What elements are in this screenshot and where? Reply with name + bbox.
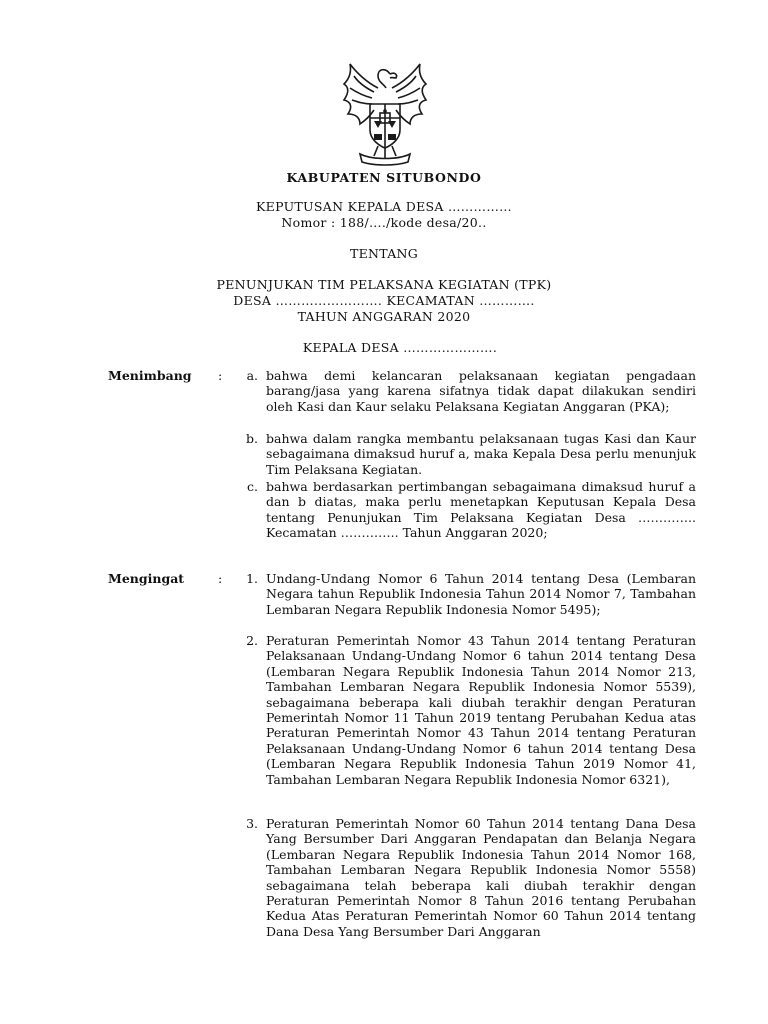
item-text: Peraturan Pemerintah Nomor 43 Tahun 2014 tentang Peraturan Pelaksanaan Undang-Undang Nomor 6 tahun 2014 tentang Desa (Lembaran Negara Republik Indonesia Tahun 2014 Nomor 213, Tambahan Lembaran Negara Republik Indonesia Nomor 5539), sebagaimana beberapa kali diubah terakhir dengan Peraturan Pemerintah Nomor 11 Tahun 2019 tentang Perubahan Kedua atas Peraturan Pemerintah Nomor 43 Tahun 2014 tentang Peraturan Pelaksanaan Undang-Undang Nomor 6 tahun 2014 tentang Desa (Lembaran Negara Republik Indonesia Tahun 2019 Nomor 41, Tambahan Lembaran Negara Republik Indonesia Nomor 6321),: [266, 633, 696, 787]
menimbang-colon: :: [218, 368, 223, 383]
decree-title: KEPUTUSAN KEPALA DESA ……………: [256, 199, 512, 214]
regency-title: KABUPATEN SITUBONDO: [286, 170, 482, 185]
item-text: Undang-Undang Nomor 6 Tahun 2014 tentang Desa (Lembaran Negara tahun Republik Indonesia Tahun 2014 Nomor 7, Tambahan Lembaran Negara Republik Indonesia Nomor 5495);: [266, 571, 696, 617]
subject-line-2: DESA ……………………. KECAMATAN ………….: [233, 293, 535, 308]
mengingat-colon: :: [218, 571, 223, 586]
item-marker: a.: [246, 368, 258, 383]
item-marker: 3.: [246, 816, 258, 831]
menimbang-label: Menimbang: [108, 368, 192, 383]
item-text: Peraturan Pemerintah Nomor 60 Tahun 2014 tentang Dana Desa Yang Bersumber Dari Anggaran Pendapatan dan Belanja Negara (Lembaran Negara Republik Indonesia Tahun 2014 Nomor 168, Tambahan Lembaran Negara Republik Indonesia Nomor 5558) sebagaimana telah beberapa kali diubah terakhir dengan Peraturan Pemerintah Nomor 8 Tahun 2016 tentang Perubahan Kedua Atas Peraturan Pemerintah Nomor 60 Tahun 2014 tentang Dana Desa Yang Bersumber Dari Anggaran: [266, 816, 696, 939]
decree-number: Nomor : 188/…./kode desa/20..: [281, 215, 487, 230]
about-heading: TENTANG: [349, 246, 419, 261]
item-marker: 1.: [246, 571, 258, 586]
mengingat-label: Mengingat: [108, 571, 185, 586]
subject-line-1: PENUNJUKAN TIM PELAKSANA KEGIATAN (TPK): [216, 277, 552, 292]
item-marker: c.: [247, 479, 258, 494]
item-text: bahwa demi kelancaran pelaksanaan kegiatan pengadaan barang/jasa yang karena sifatnya tidak dapat dilakukan sendiri oleh Kasi dan Kaur selaku Pelaksana Kegiatan Anggaran (PKA);: [266, 368, 696, 414]
item-marker: 2.: [246, 633, 258, 648]
item-text: bahwa berdasarkan pertimbangan sebagaimana dimaksud huruf a dan b diatas, maka perlu menetapkan Keputusan Kepala Desa tentang Penunjukan Tim Pelaksana Kegiatan Desa ………….. Kecamatan ………….. Tahun Anggaran 2020;: [266, 479, 696, 541]
garuda-emblem-icon: [338, 58, 432, 166]
item-marker: b.: [246, 431, 258, 446]
item-text: bahwa dalam rangka membantu pelaksanaan tugas Kasi dan Kaur sebagaimana dimaksud huruf a, maka Kepala Desa perlu menunjuk Tim Pelaksana Kegiatan.: [266, 431, 696, 477]
subject-line-3: TAHUN ANGGARAN 2020: [297, 309, 471, 324]
head-of-village-heading: KEPALA DESA ………………….: [302, 340, 498, 355]
